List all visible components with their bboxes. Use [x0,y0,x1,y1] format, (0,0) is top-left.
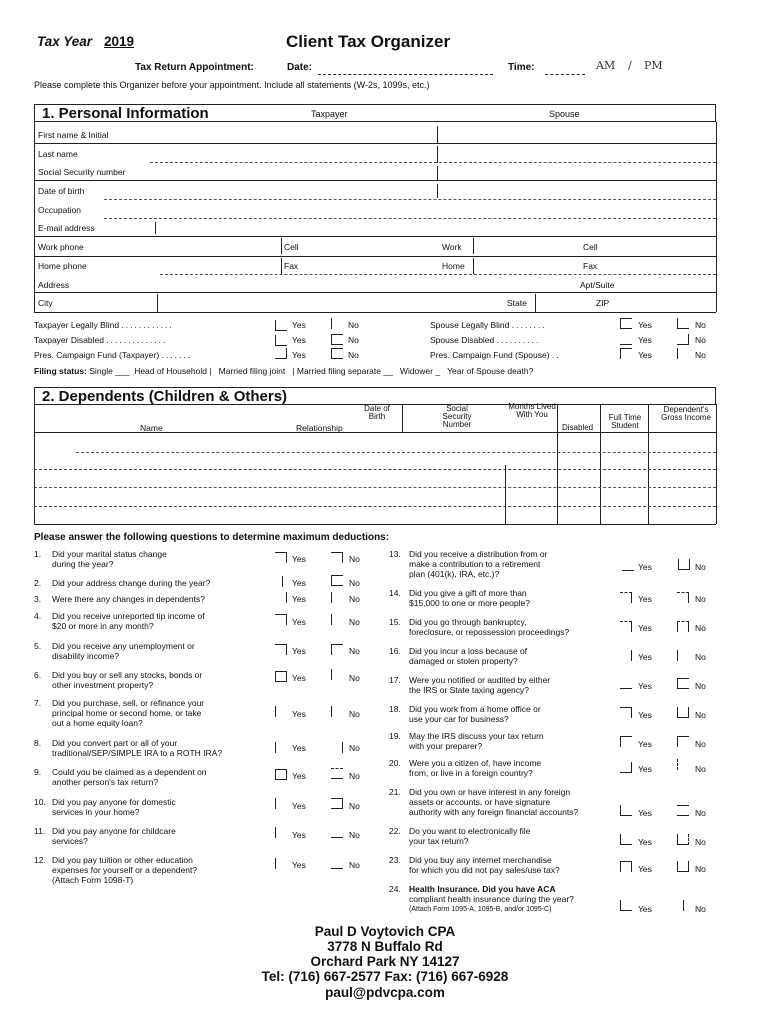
tp-blind-yes-checkbox[interactable] [275,320,287,331]
am-option[interactable]: AM [596,59,616,72]
firm-phones: Tel: (716) 667-2577 Fax: (716) 667-6928 [261,969,509,984]
tp-blind-no-checkbox[interactable] [331,318,343,329]
q24-yes-checkbox[interactable] [620,900,632,911]
tax-year-label: Tax Year [37,34,93,49]
firm-city: Orchard Park NY 14127 [310,954,460,969]
q15-no-checkbox[interactable] [677,621,689,632]
email-label: E-mail address [38,223,95,233]
q8-yes-checkbox[interactable] [275,742,287,753]
spouse-fax-label: Fax [583,261,598,271]
q2-no-checkbox[interactable] [331,575,343,586]
date-field[interactable] [318,74,493,75]
q1-yes-checkbox[interactable] [275,552,287,563]
last-name-label: Last name [38,149,78,159]
dep-col-income: Dependent's Gross Income [661,405,711,422]
mfj-option[interactable]: Married filing joint [218,366,286,376]
sp-disabled-yes-checkbox[interactable] [620,334,632,345]
q17-no-checkbox[interactable] [677,678,689,689]
widower-option[interactable]: Widower [399,366,433,376]
sp-blind-no-label: No [695,320,706,330]
dep-col-months: Months Lived With You [508,402,556,419]
dependent-row-4[interactable] [34,506,716,507]
tax-year-value: 2019 [104,34,135,49]
questions-heading: Please answer the following questions to determine maximum deductions: [34,532,390,543]
sp-blind-label: Spouse Legally Blind ........ [430,320,547,330]
city-label: City [38,298,53,308]
q19-no-checkbox[interactable] [677,736,689,747]
q23-yes-checkbox[interactable] [620,861,632,872]
dep-col-ssn: Social Security Number [442,404,472,429]
dep-col-dob: Date of Birth [364,404,390,421]
q20-yes-checkbox[interactable] [620,762,632,773]
q11-no-checkbox[interactable] [331,827,343,838]
firm-email[interactable]: paul@pdvcpa.com [325,985,445,1000]
q12-yes-checkbox[interactable] [275,858,287,869]
sp-campaign-no-label: No [695,350,706,360]
email-field[interactable] [34,236,716,237]
tp-campaign-label: Pres. Campaign Fund (Taxpayer) ....... [34,350,193,360]
q22-no-checkbox[interactable] [677,834,689,845]
occupation-field[interactable] [104,218,716,219]
single-option[interactable]: Single [89,366,113,376]
time-label: Time: [508,62,535,73]
q22-yes-checkbox[interactable] [620,834,632,845]
ssn-label: Social Security number [38,167,126,177]
q23-no-checkbox[interactable] [677,861,689,872]
dep-col-fulltime: Full Time Student [608,413,642,430]
tp-campaign-yes-label: Yes [292,350,306,360]
q1-no-checkbox[interactable] [331,552,343,563]
q7-no-checkbox[interactable] [331,706,343,717]
appointment-label: Tax Return Appointment: [135,62,254,73]
dep-col-relationship: Relationship [296,423,343,433]
dob-label: Date of birth [38,186,85,196]
q9-yes-checkbox[interactable] [275,769,287,780]
hoh-option[interactable]: Head of Household [134,366,207,376]
tp-disabled-yes-checkbox[interactable] [275,335,287,346]
sp-campaign-yes-checkbox[interactable] [620,348,632,359]
q13-no-checkbox[interactable] [678,559,690,570]
q18-no-checkbox[interactable] [677,707,689,718]
q21-yes-checkbox[interactable] [620,805,632,816]
last-name-field[interactable] [150,162,716,163]
dep-col-name: Name [140,423,163,433]
dob-field[interactable] [104,199,716,200]
occupation-label: Occupation [38,205,81,215]
q3-yes-checkbox[interactable] [275,592,287,603]
taxpayer-fax-label: Fax [284,261,299,271]
q15-yes-checkbox[interactable] [620,621,632,632]
work-phone-label: Work phone [38,242,84,252]
dependent-row-2[interactable] [34,469,716,470]
q4-yes-checkbox[interactable] [275,614,287,625]
tp-blind-no-label: No [348,320,359,330]
q24-no-checkbox[interactable] [683,900,695,911]
sp-campaign-label: Pres. Campaign Fund (Spouse) .. [430,350,561,360]
sp-disabled-label: Spouse Disabled .......... [430,335,541,345]
date-label: Date: [287,62,313,73]
spouse-home-label: Home [442,261,465,271]
section1-title: 1. Personal Information [42,105,209,122]
q3-no-checkbox[interactable] [331,592,343,603]
taxpayer-column-label: Taxpayer [311,109,348,119]
sp-disabled-no-checkbox[interactable] [677,334,689,345]
q5-no-checkbox[interactable] [331,644,343,655]
zip-label: ZIP [596,298,610,308]
filing-status-label: Filing status: [34,366,87,376]
tp-disabled-yes-label: Yes [292,335,306,345]
instructions: Please complete this Organizer before your appointment. Include all statements (W-2s, 1099s, etc.) [34,80,430,90]
q19-yes-checkbox[interactable] [620,736,632,747]
section2-title: 2. Dependents (Children & Others) [42,388,288,405]
section1-header [34,104,716,122]
tp-blind-label: Taxpayer Legally Blind ............ [34,320,174,330]
q20-no-checkbox[interactable] [677,759,689,770]
page-title: Client Tax Organizer [286,32,451,51]
sp-disabled-yes-label: Yes [638,335,652,345]
first-name-field[interactable] [34,143,716,144]
q11-yes-checkbox[interactable] [275,827,287,838]
q6-no-checkbox[interactable] [331,669,343,680]
sp-campaign-no-checkbox[interactable] [677,348,689,359]
time-field[interactable] [545,74,585,75]
apt-suite-label: Apt/Suite [580,280,615,290]
state-label: State [507,298,527,308]
q6-yes-checkbox[interactable] [275,671,287,682]
q5-yes-checkbox[interactable] [275,644,287,655]
tp-blind-yes-label: Yes [292,320,306,330]
q10-no-checkbox[interactable] [331,798,343,809]
dependent-row-3[interactable] [34,487,716,488]
tp-disabled-label: Taxpayer Disabled .............. [34,335,168,345]
q7-yes-checkbox[interactable] [275,706,287,717]
q16-no-checkbox[interactable] [677,650,689,661]
q10-yes-checkbox[interactable] [275,798,287,809]
ssn-field[interactable] [34,180,716,181]
firm-street: 3778 N Buffalo Rd [327,939,443,954]
firm-name: Paul D Voytovich CPA [314,924,456,939]
first-name-label: First name & Initial [38,130,109,140]
pm-option[interactable]: PM [644,59,663,72]
q9-no-checkbox[interactable] [331,768,343,779]
tp-campaign-no-label: No [348,350,359,360]
q18-yes-checkbox[interactable] [620,707,632,718]
home-phone-field[interactable] [160,274,716,275]
dependent-row-1[interactable] [76,452,716,453]
q13-yes-checkbox[interactable] [622,560,634,571]
home-phone-label: Home phone [38,261,87,271]
tp-campaign-yes-checkbox[interactable] [275,348,287,359]
taxpayer-cell-label: Cell [284,242,299,252]
spouse-column-label: Spouse [549,109,580,119]
year-of-death-field[interactable]: Year of Spouse death? [447,366,534,376]
filing-status-row: Filing status: Single ___ Head of Household | Married filing joint | Married filing separate __ Widower _ Year of Spouse death? [34,366,534,376]
address-label: Address [38,280,70,290]
tp-disabled-no-label: No [348,335,359,345]
section2-header [34,387,716,405]
am-pm-separator: / [628,59,632,72]
address-field[interactable] [34,292,716,293]
sp-campaign-yes-label: Yes [638,350,652,360]
city-field[interactable] [34,312,716,313]
sp-blind-yes-label: Yes [638,320,652,330]
q4-no-checkbox[interactable] [331,614,343,625]
q21-no-checkbox[interactable] [677,805,689,816]
sp-blind-yes-checkbox[interactable] [620,318,632,329]
work-phone-field[interactable] [34,256,716,257]
tp-campaign-no-checkbox[interactable] [331,348,343,359]
q12-no-checkbox[interactable] [331,858,343,869]
q14-yes-checkbox[interactable] [620,592,632,603]
tp-disabled-no-checkbox[interactable] [331,334,343,345]
mfs-option[interactable]: Married filing separate [296,366,382,376]
spouse-work-label: Work [442,242,462,252]
q17-yes-checkbox[interactable] [620,678,632,689]
q14-no-checkbox[interactable] [677,592,689,603]
spouse-cell-label: Cell [583,242,598,252]
sp-blind-no-checkbox[interactable] [677,318,689,329]
dep-col-disabled: Disabled [562,423,594,432]
sp-disabled-no-label: No [695,335,706,345]
